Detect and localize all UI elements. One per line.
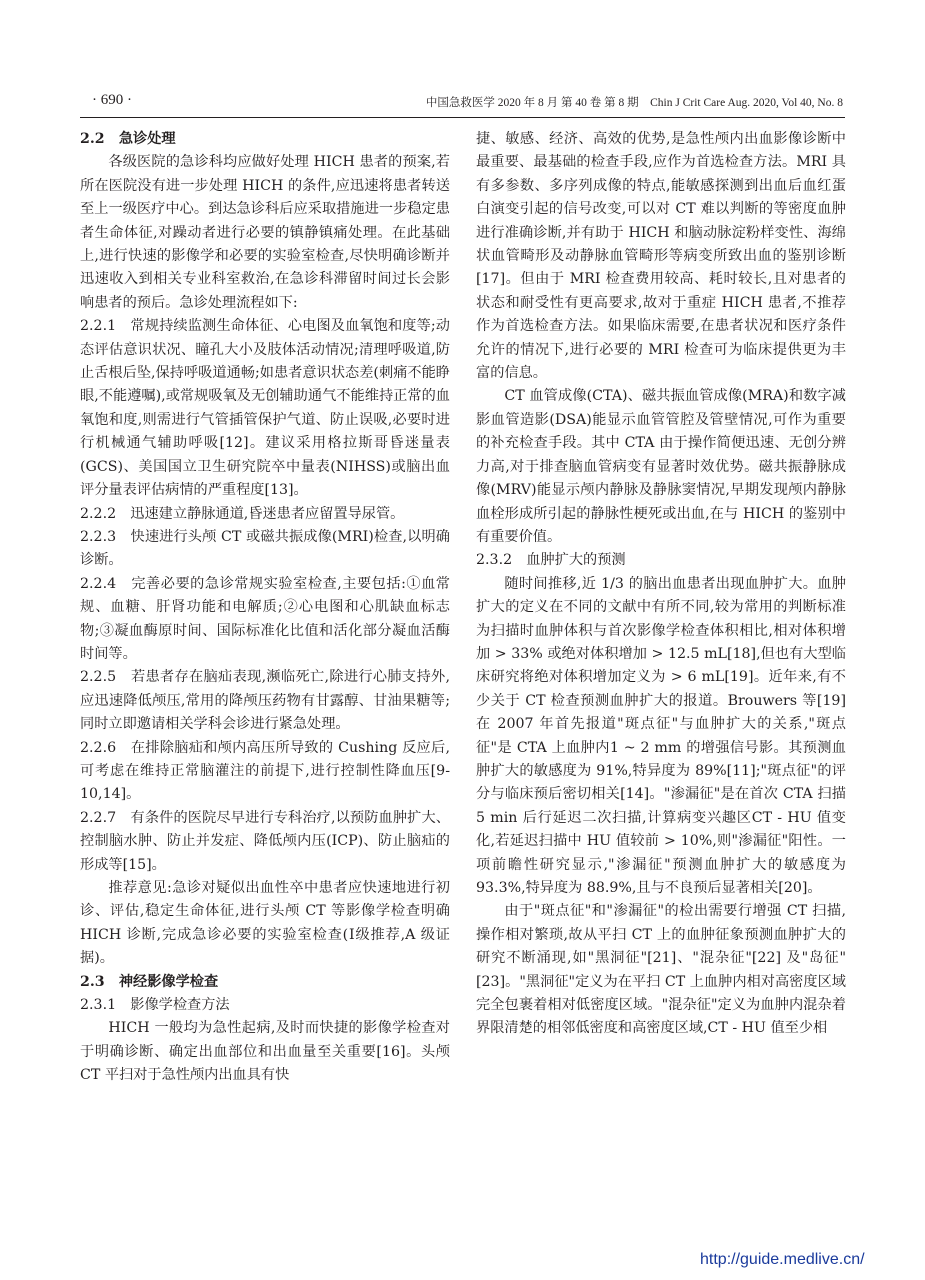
header-rule xyxy=(80,117,845,118)
paragraph: 2.2.4 完善必要的急诊常规实验室检查,主要包括:①血常规、血糖、肝肾功能和电解质;②心电图和心肌缺血标志物;③凝血酶原时间、国际标准化比值和活化部分凝血活酶时间等。 xyxy=(80,575,450,662)
paragraph: 2.3 神经影像学检查 xyxy=(80,973,219,990)
paragraph: 2.2.6 在排除脑疝和颅内高压所导致的 Cushing 反应后,可考虑在维持正常脑灌注的前提下,进行控制性降血压[9-10,14]。 xyxy=(80,739,450,803)
paragraph: 由于"斑点征"和"渗漏征"的检出需要行增强 CT 扫描,操作相对繁琐,故从平扫 CT 上的血肿征象预测血肿扩大的研究不断涌现,如"黑洞征"[21]、"混杂征"[22] 及"岛征"[23]。"黑洞征"定义为在平扫 CT 上血肿内相对高密度区域完全包裹着相对低密度区域。"混杂征"定义为血肿内混杂着界限清楚的相邻低密度和高密度区域,CT - HU 值至少相 xyxy=(476,903,846,1037)
paragraph: 随时间推移,近 1/3 的脑出血患者出现血肿扩大。血肿扩大的定义在不同的文献中有所不同,较为常用的判断标准为扫描时血肿体积与首次影像学检查体积相比,相对体积增加 > 33% 或绝对体积增加 > 12.5 mL[18],但也有大型临床研究将绝对体积增加定义为 > 6 mL[19]。近年来,有不少关于 CT 检查预测血肿扩大的报道。Brouwers 等[19] 在 2007 年首先报道"斑点征"与血肿扩大的关系,"斑点征"是 CTA 上血肿内1 ~ 2 mm 的增强信号影。其预测血肿扩大的敏感度为 91%,特异度为 89%[11];"斑点征"的评分与临床预后密切相关[14]。"渗漏征"是在首次 CTA 扫描 5 min 后行延迟二次扫描,计算病变兴趣区CT - HU 值变化,若延迟扫描中 HU 值较前 > 10%,则"渗漏征"阳性。一项前瞻性研究显示,"渗漏征"预测血肿扩大的敏感度为 93.3%,特异度为 88.9%,且与不良预后显著相关[20]。 xyxy=(476,575,846,896)
paragraph: 2.2 急诊处理 xyxy=(80,131,176,147)
left-column xyxy=(80,128,450,1088)
paragraph: 2.2.7 有条件的医院尽早进行专科治疗,以预防血肿扩大、控制脑水肿、防止并发症、降低颅内压(ICP)、防止脑疝的形成等[15]。 xyxy=(80,809,450,873)
paragraph: 2.2.3 快速进行头颅 CT 或磁共振成像(MRI)检查,以明确诊断。 xyxy=(80,528,450,569)
paragraph: 捷、敏感、经济、高效的优势,是急性颅内出血影像诊断中最重要、最基础的检查手段,应作为首选检查方法。MRI 具有多参数、多序列成像的特点,能敏感探测到出血后血红蛋白演变引起的信号改变,可以对 CT 难以判断的等密度血肿进行准确诊断,并有助于 HICH 和脑动脉淀粉样变性、海绵状血管畸形及动静脉血管畸形等病变所致出血的鉴别诊断[17]。但由于 MRI 检查费用较高、耗时较长,且对患者的状态和耐受性有更高要求,故对于重症 HICH 患者,不推荐作为首选检查方法。如果临床需要,在患者状况和医疗条件允许的情况下,进行必要的 MRI 检查可为临床提供更为丰富的信息。 xyxy=(476,131,846,382)
running-header xyxy=(0,92,925,116)
page-number: · 690 · xyxy=(92,92,132,108)
paragraph: 2.2.5 若患者存在脑疝表现,濒临死亡,除进行心肺支持外,应迅速降低颅压,常用的降颅压药物有甘露醇、甘油果糖等;同时立即邀请相关学科会诊进行紧急处理。 xyxy=(80,669,450,733)
paragraph: 2.2.2 迅速建立静脉通道,昏迷患者应留置导尿管。 xyxy=(80,505,405,522)
journal-citation: 中国急救医学 2020 年 8 月 第 40 卷 第 8 期 Chin J Crit Care Aug. 2020, Vol 40, No. 8 xyxy=(425,97,843,109)
right-column xyxy=(476,128,846,1041)
paragraph: 推荐意见:急诊对疑似出血性卒中患者应快速地进行初诊、评估,稳定生命体征,进行头颅 CT 等影像学检查明确 HICH 诊断,完成急诊必要的实验室检查(Ⅰ级推荐,A 级证据)。 xyxy=(80,880,450,967)
footer-link[interactable]: http://guide.medlive.cn/ xyxy=(700,1251,865,1268)
paragraph: 各级医院的急诊科均应做好处理 HICH 患者的预案,若所在医院没有进一步处理 HICH 的条件,应迅速将患者转送至上一级医疗中心。到达急诊科后应采取措施进一步稳定患者生命体征,对躁动者进行必要的镇静镇痛处理。在此基础上,进行快速的影像学和必要的实验室检查,尽快明确诊断并迅速收入到相关专业科室救治,在急诊科滞留时间过长会影响患者的预后。急诊处理流程如下: xyxy=(80,154,450,311)
paragraph: 2.3.2 血肿扩大的预测 xyxy=(476,552,626,569)
paragraph: CT 血管成像(CTA)、磁共振血管成像(MRA)和数字减影血管造影(DSA)能显示血管管腔及管壁情况,可作为重要的补充检查手段。其中 CTA 由于操作简便迅速、无创分辨力高,对于排查脑血管病变有显著时效优势。磁共振静脉成像(MRV)能显示颅内静脉及静脉窦情况,早期发现颅内静脉血栓形成所引起的静脉性梗死或出血,在与 HICH 的鉴别中有重要价值。 xyxy=(476,388,846,545)
paragraph: HICH 一般均为急性起病,及时而快捷的影像学检查对于明确诊断、确定出血部位和出血量至关重要[16]。头颅 CT 平扫对于急性颅内出血具有快 xyxy=(80,1020,450,1084)
paragraph: 2.3.1 影像学检查方法 xyxy=(80,997,230,1014)
paragraph: 2.2.1 常规持续监测生命体征、心电图及血氧饱和度等;动态评估意识状况、瞳孔大小及肢体活动情况;清理呼吸道,防止舌根后坠,保持呼吸道通畅;如患者意识状态差(刺痛不能睁眼,不能遵嘱),或常规吸氧及无创辅助通气不能维持正常的血氧饱和度,则需进行气管插管保护气道、防止误吸,必要时进行机械通气辅助呼吸[12]。建议采用格拉斯哥昏迷量表(GCS)、美国国立卫生研究院卒中量表(NIHSS)或脑出血评分量表评估病情的严重程度[13]。 xyxy=(80,318,450,499)
